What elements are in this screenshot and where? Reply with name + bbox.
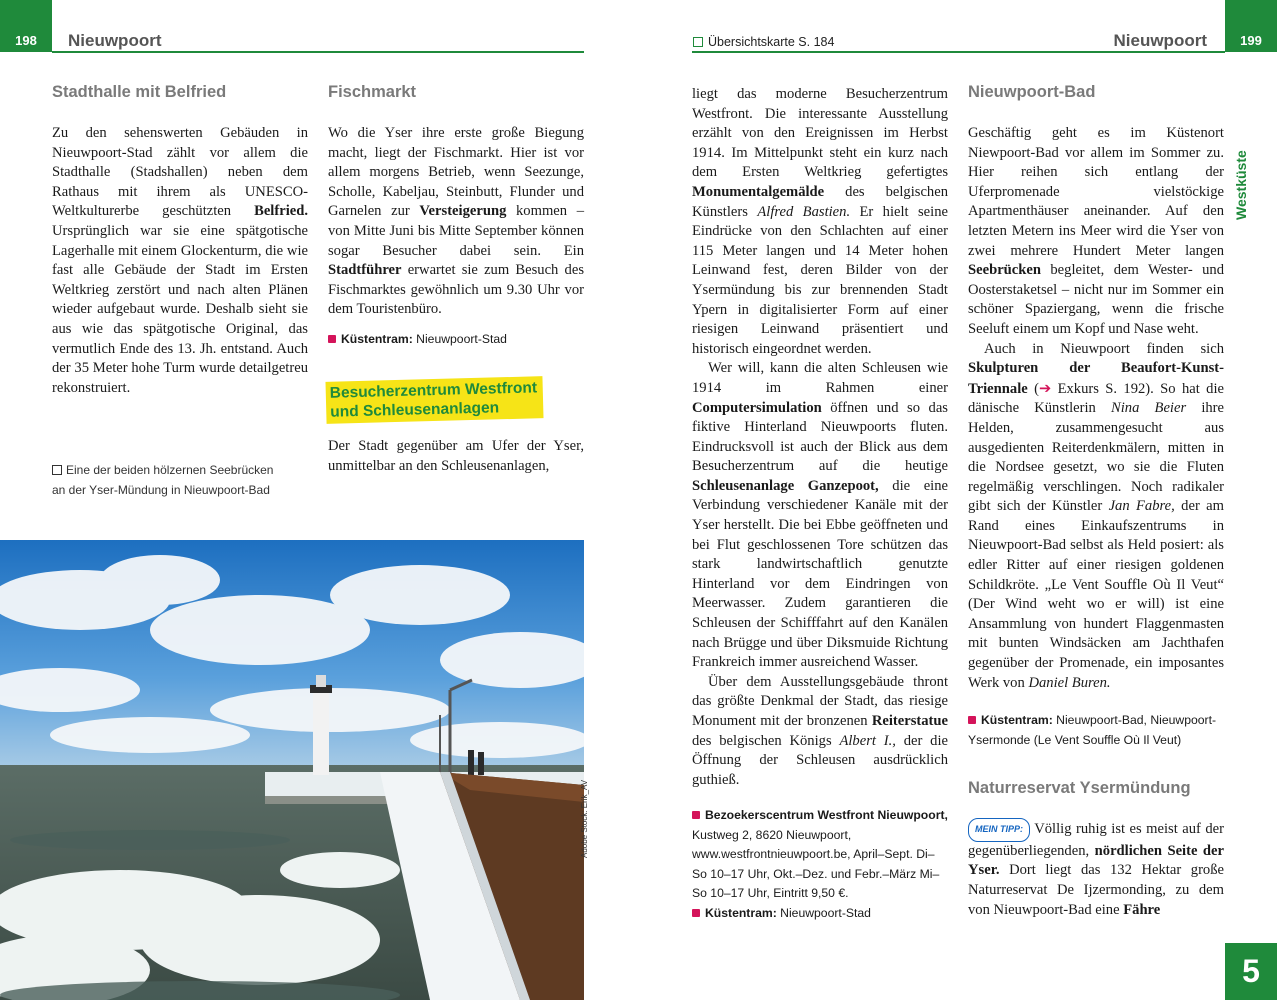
heading-stadthalle: Stadthalle mit Belfried — [52, 83, 227, 101]
paragraph-westfront-2: Wer will, kann die alten Schleusen wie 1914 im Rahmen einer Computersimulation öffnen und so das fiktive Hinterland Nieuwpoorts fluten. Eindrucksvoll ist auch der Blick aus dem Besucherzentrum auf die heutige Schleusenanlage Ganzepoot, die eine Verbindung verschiedener Kanäle mit der Yser herstellt. Die bei Ebbe geöffneten und bei Flut geschlossenen Tore schützen das stark landwirtschaftlich genutzte Hinterland vor dem Eindringen von Meerwasser. Zudem garantieren die Schleusen der Schifffahrt auf den Kanälen nach Brügge und über Diksmuide Richtung Frankreich immer ausreichend Wasser. — [692, 360, 948, 671]
info-kuestentram-3: Küstentram: Nieuwpoort-Bad, Nieuwpoort-Ysermonde (Le Vent Souffle Où Il Veut) — [968, 713, 1217, 747]
column-4 — [968, 82, 1224, 920]
paragraph-westfront-3: Über dem Ausstellungsgebäude thront das größte Denkmal der Stadt, das riesige Monument mit der bronzenen Reiterstatue des belgischen Königs Albert I., der die Öffnung der Schleusen ausdrücklich guthieß. — [692, 673, 948, 788]
running-title-left: Nieuwpoort — [68, 31, 162, 50]
paragraph-nieuwpoort-bad-1: Geschäftig geht es im Küstenort Niewpoort-Bad vor allem im Sommer zu. Hier reihen sich entlang der Uferpromenade vielstöckige Apartmenthäuser aneinander. Auf den letzten Metern ins Meer wird die Yser von zwei mehrere Hundert Meter langen Seebrücken begleitet, dem Wester- und Oosterstaketsel – nicht nur im Sommer ein schöner Spaziergang, wenn die frische Seeluft einem um Kopf und Nase weht. — [968, 125, 1224, 337]
overview-map-reference[interactable] — [693, 35, 834, 49]
pier-photo — [0, 540, 584, 1000]
photo-reference-icon — [52, 465, 62, 475]
paragraph-besucherzentrum-start: Der Stadt gegenüber am Ufer der Yser, unmittelbar an den Schleusenanlagen, — [328, 438, 584, 475]
photo-caption: Eine der beiden hölzernen Seebrücken an der Yser-Mündung in Nieuwpoort-Bad — [52, 463, 274, 497]
info-kuestentram-1: Küstentram: Nieuwpoort-Stad — [328, 330, 584, 350]
paragraph-stadthalle: Zu den sehenswerten Gebäuden in Nieuwpoort-Stad zählt vor allem die Stadthalle (Stadshallen) neben dem Rathaus mit ihrem als UNESCO-Weltkulturerbe geschützten Belfried. Ursprünglich war sie eine spätgotische Lagerhalle mit einem Glockenturm, die wie fast alle Gebäude der Stadt im Ersten Weltkrieg zerstört und nach alten Plänen wieder aufgebaut wurde. Deshalb sieht sie aus wie das spätgotische Original, das vermutlich Ende des 13. Jh. entstand. Auch der 35 Meter hohe Turm wurde detailgetreu rekonstruiert. — [52, 125, 308, 396]
paragraph-westfront-1: liegt das moderne Besucherzentrum Westfront. Die interessante Ausstellung erzählt von den Ereignissen im Herbst 1914. Im Mittelpunkt steht ein kurz nach dem Ersten Weltkrieg gefertigtes Monumentalgemälde des belgischen Künstlers Alfred Bastien. Er hielt seine Eindrücke von den Schlachten auf einer 115 Meter langen und 14 Meter hohen Leinwand fest, deren Bilder von der Ysermündung bis zur brennenden Stadt Ypern in digitalisierter Form auf einer riesigen Leinwand präsentiert und historisch eingeordnet werden. — [692, 86, 948, 357]
column-2 — [328, 82, 584, 477]
column-3 — [692, 85, 948, 923]
chapter-side-tab — [1225, 52, 1277, 220]
paragraph-fischmarkt: Wo die Yser ihre erste große Biegung macht, liegt der Fischmarkt. Hier ist vor allem morgens Betrieb, wenn Seezunge, Scholle, Kabeljau, Steinbutt, Flunder und Garnelen zur Versteigerung kommen – von Mitte Juni bis Mitte September können sogar Besucher dabei sein. Ein Stadtführer erwartet sie zum Besuch des Fischmarktes gewöhnlich um 9.30 Uhr vor dem Touristenbüro. — [328, 125, 584, 318]
info-bezoekerscentrum: Bezoekerscentrum Westfront Nieuwpoort, Kustweg 2, 8620 Nieuwpoort, www.westfrontnieuwpoort.be, April–Sept. Di–So 10–17 Uhr, Okt.–Dez. und Febr.–März Mi–So 10–17 Uhr, Eintritt 9,50 €. — [692, 808, 948, 901]
column-1 — [52, 82, 308, 398]
heading-besucherzentrum: Besucherzentrum Westfront und Schleusenanlagen — [328, 379, 584, 421]
running-title-right: Nieuwpoort — [1113, 31, 1207, 50]
bullet-icon — [692, 909, 700, 917]
info-kuestentram-2: Küstentram: Nieuwpoort-Stad — [692, 904, 948, 924]
heading-naturreservat: Naturreservat Ysermündung — [968, 779, 1191, 798]
bullet-icon — [328, 335, 336, 343]
paragraph-nieuwpoort-bad-2: Auch in Nieuwpoort finden sich Skulpturen der Beaufort-Kunst-Triennale (➔ Exkurs S. 192). So hat die dänische Künstlerin Nina Beier ihre Helden, zusammengesucht aus ausgedienten Reiterdenkmälern, mitten in die Nordsee gesetzt, wo sie die Fluten regelmäßig verschlingen. Noch radikaler gibt sich der Künstler Jan Fabre, der am Rand eines Einkaufszentrums in Nieuwpoort-Bad selbst als Held posiert: als edler Ritter auf einer riesigen goldenen Schildkröte. „Le Vent Souffle Où Il Veut“ (Der Wind weht wo er will) ist eine Ansammlung von hundert Flaggenmasten mit bunten Windsäcken am Jachthafen gegenüber der Promenade, ein imposantes Werk von Daniel Buren. — [968, 340, 1225, 691]
heading-fischmarkt: Fischmarkt — [328, 83, 417, 101]
header-rule-right — [692, 51, 1225, 53]
chapter-number-tab: 5 — [1225, 943, 1277, 1000]
mein-tipp-badge: MEIN TIPP: — [968, 818, 1030, 842]
overview-label: Übersichtskarte S. 184 — [708, 35, 835, 49]
photo-credit: Adobe Stock: Erik_AV — [580, 779, 589, 858]
page-number-right: 199 — [1225, 0, 1277, 52]
page-number-left: 198 — [0, 0, 52, 52]
map-square-icon — [693, 37, 703, 47]
heading-nieuwpoort-bad: Nieuwpoort-Bad — [968, 83, 1096, 101]
side-tab-label: Westküste — [1233, 150, 1249, 220]
cross-reference-arrow-icon: ➔ — [1038, 379, 1052, 397]
bullet-icon — [968, 716, 976, 724]
bullet-icon — [692, 811, 700, 819]
header-rule-left — [52, 51, 584, 53]
paragraph-naturreservat: MEIN TIPP: Völlig ruhig ist es meist auf der gegenüberliegenden, nördlichen Seite der Yser. Dort liegt das 132 Hektar große Naturreservat De Ijzermonding, zu dem von Nieuwpoort-Bad eine Fähre — [968, 818, 1224, 920]
